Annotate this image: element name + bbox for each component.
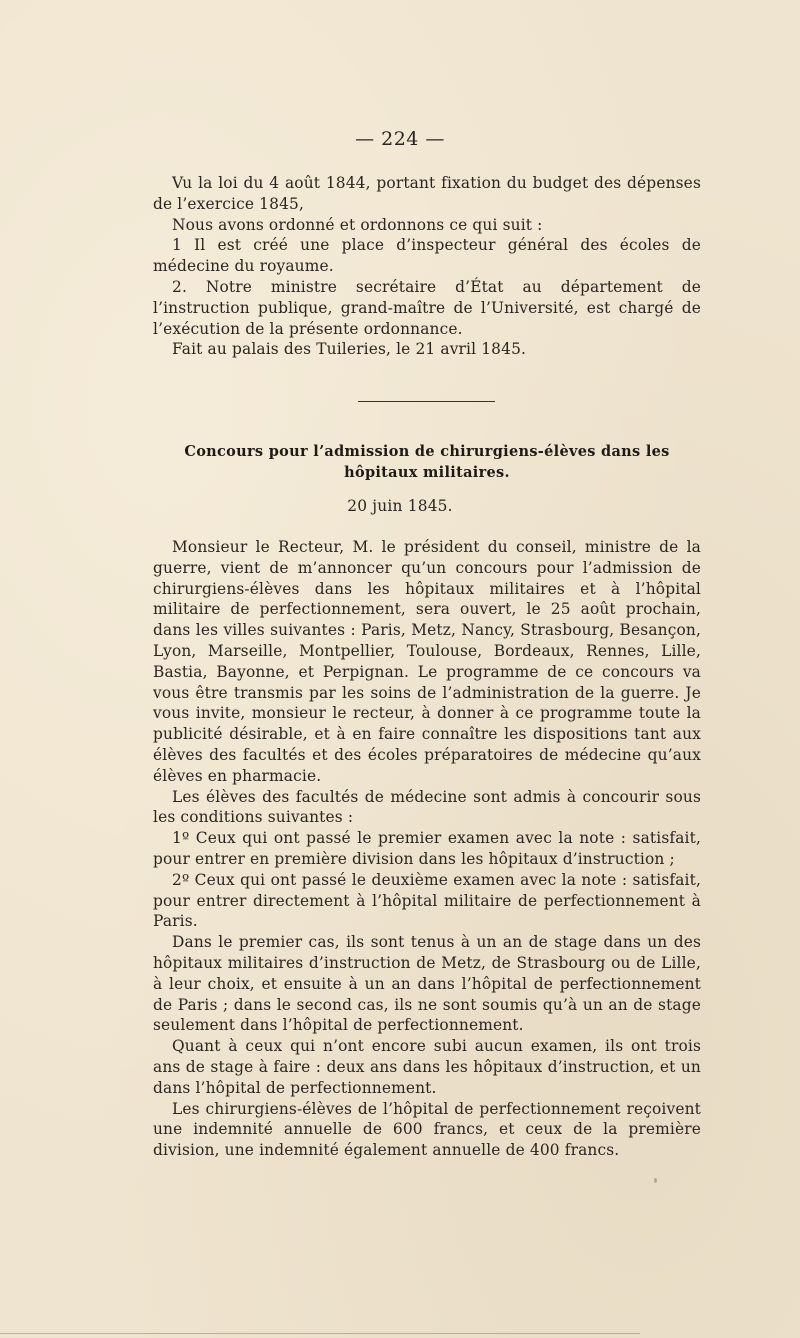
- paragraph: 1º Ceux qui ont passé le premier examen avec la note : satisfait, pour entrer en première division dans les hôpitaux d’instruction ;: [153, 829, 701, 868]
- page-number: — 224 —: [355, 128, 445, 150]
- paragraph: 2. Notre ministre secrétaire d’État au département de l’instruction publique, grand-maître de l’Université, est chargé de l’exécution de la présente ordonnance.: [153, 277, 701, 338]
- ordinance-text: [153, 173, 701, 360]
- paragraph: Fait au palais des Tuileries, le 21 avril 1845.: [172, 340, 527, 359]
- paragraph: Quant à ceux qui n’ont encore subi aucun examen, ils ont trois ans de stage à faire : deux ans dans les hôpitaux d’instruction, et un dans l’hôpital de perfectionnement.: [153, 1037, 701, 1097]
- section-date: 20 juin 1845.: [347, 497, 453, 515]
- paragraph: Dans le premier cas, ils sont tenus à un an de stage dans un des hôpitaux militaires d’instruction de Metz, de Strasbourg ou de Lille, à leur choix, et ensuite à un an dans l’hôpital de perfectionnement de Paris ; dans le second cas, ils ne sont soumis qu’à un an de stage seulement dans l’hôpital de perfectionnement.: [153, 933, 701, 1035]
- section-title-line-1: Concours pour l’admission de chirurgiens-élèves dans les: [184, 443, 670, 460]
- letter-text: [153, 537, 701, 1161]
- paragraph: 1 Il est créé une place d’inspecteur général des écoles de médecine du royaume.: [153, 236, 701, 276]
- section-title-line-2: hôpitaux militaires.: [344, 464, 510, 481]
- paragraph: Vu la loi du 4 août 1844, portant fixation du budget des dépenses de l’exercice 1845,: [153, 174, 701, 213]
- section-divider: [358, 401, 495, 402]
- section-title: [153, 441, 701, 483]
- paragraph: 2º Ceux qui ont passé le deuxième examen avec la note : satisfait, pour entrer directement à l’hôpital militaire de perfectionnement à Paris.: [153, 870, 701, 931]
- paragraph: Nous avons ordonné et ordonnons ce qui suit :: [172, 215, 543, 234]
- paragraph: Les chirurgiens-élèves de l’hôpital de perfectionnement reçoivent une indemnité annuelle de 600 francs, et ceux de la première division, une indemnité également annuelle de 400 francs.: [153, 1099, 701, 1160]
- paragraph: Les élèves des facultés de médecine sont admis à concourir sous les conditions suivantes :: [153, 787, 701, 827]
- page-edge-line: [0, 1333, 640, 1334]
- paper-speck: [654, 1178, 657, 1183]
- paragraph: Monsieur le Recteur, M. le président du conseil, ministre de la guerre, vient de m’annoncer qu’un concours pour l’admission de chirurgiens-élèves dans les hôpitaux militaires et à l’hôpital militaire de perfectionnement, sera ouvert, le 25 août prochain, dans les villes suivantes : Paris, Metz, Nancy, Strasbourg, Besançon, Lyon, Marseille, Montpellier, Toulouse, Bordeaux, Rennes, Lille, Bastia, Bayonne, et Perpignan. Le programme de ce concours va vous être transmis par les soins de l’administration de la guerre. Je vous invite, monsieur le recteur, à donner à ce programme toute la publicité désirable, et à en faire connaître les dispositions tant aux élèves des facultés et des écoles préparatoires de médecine qu’aux élèves en pharmacie.: [153, 538, 701, 785]
